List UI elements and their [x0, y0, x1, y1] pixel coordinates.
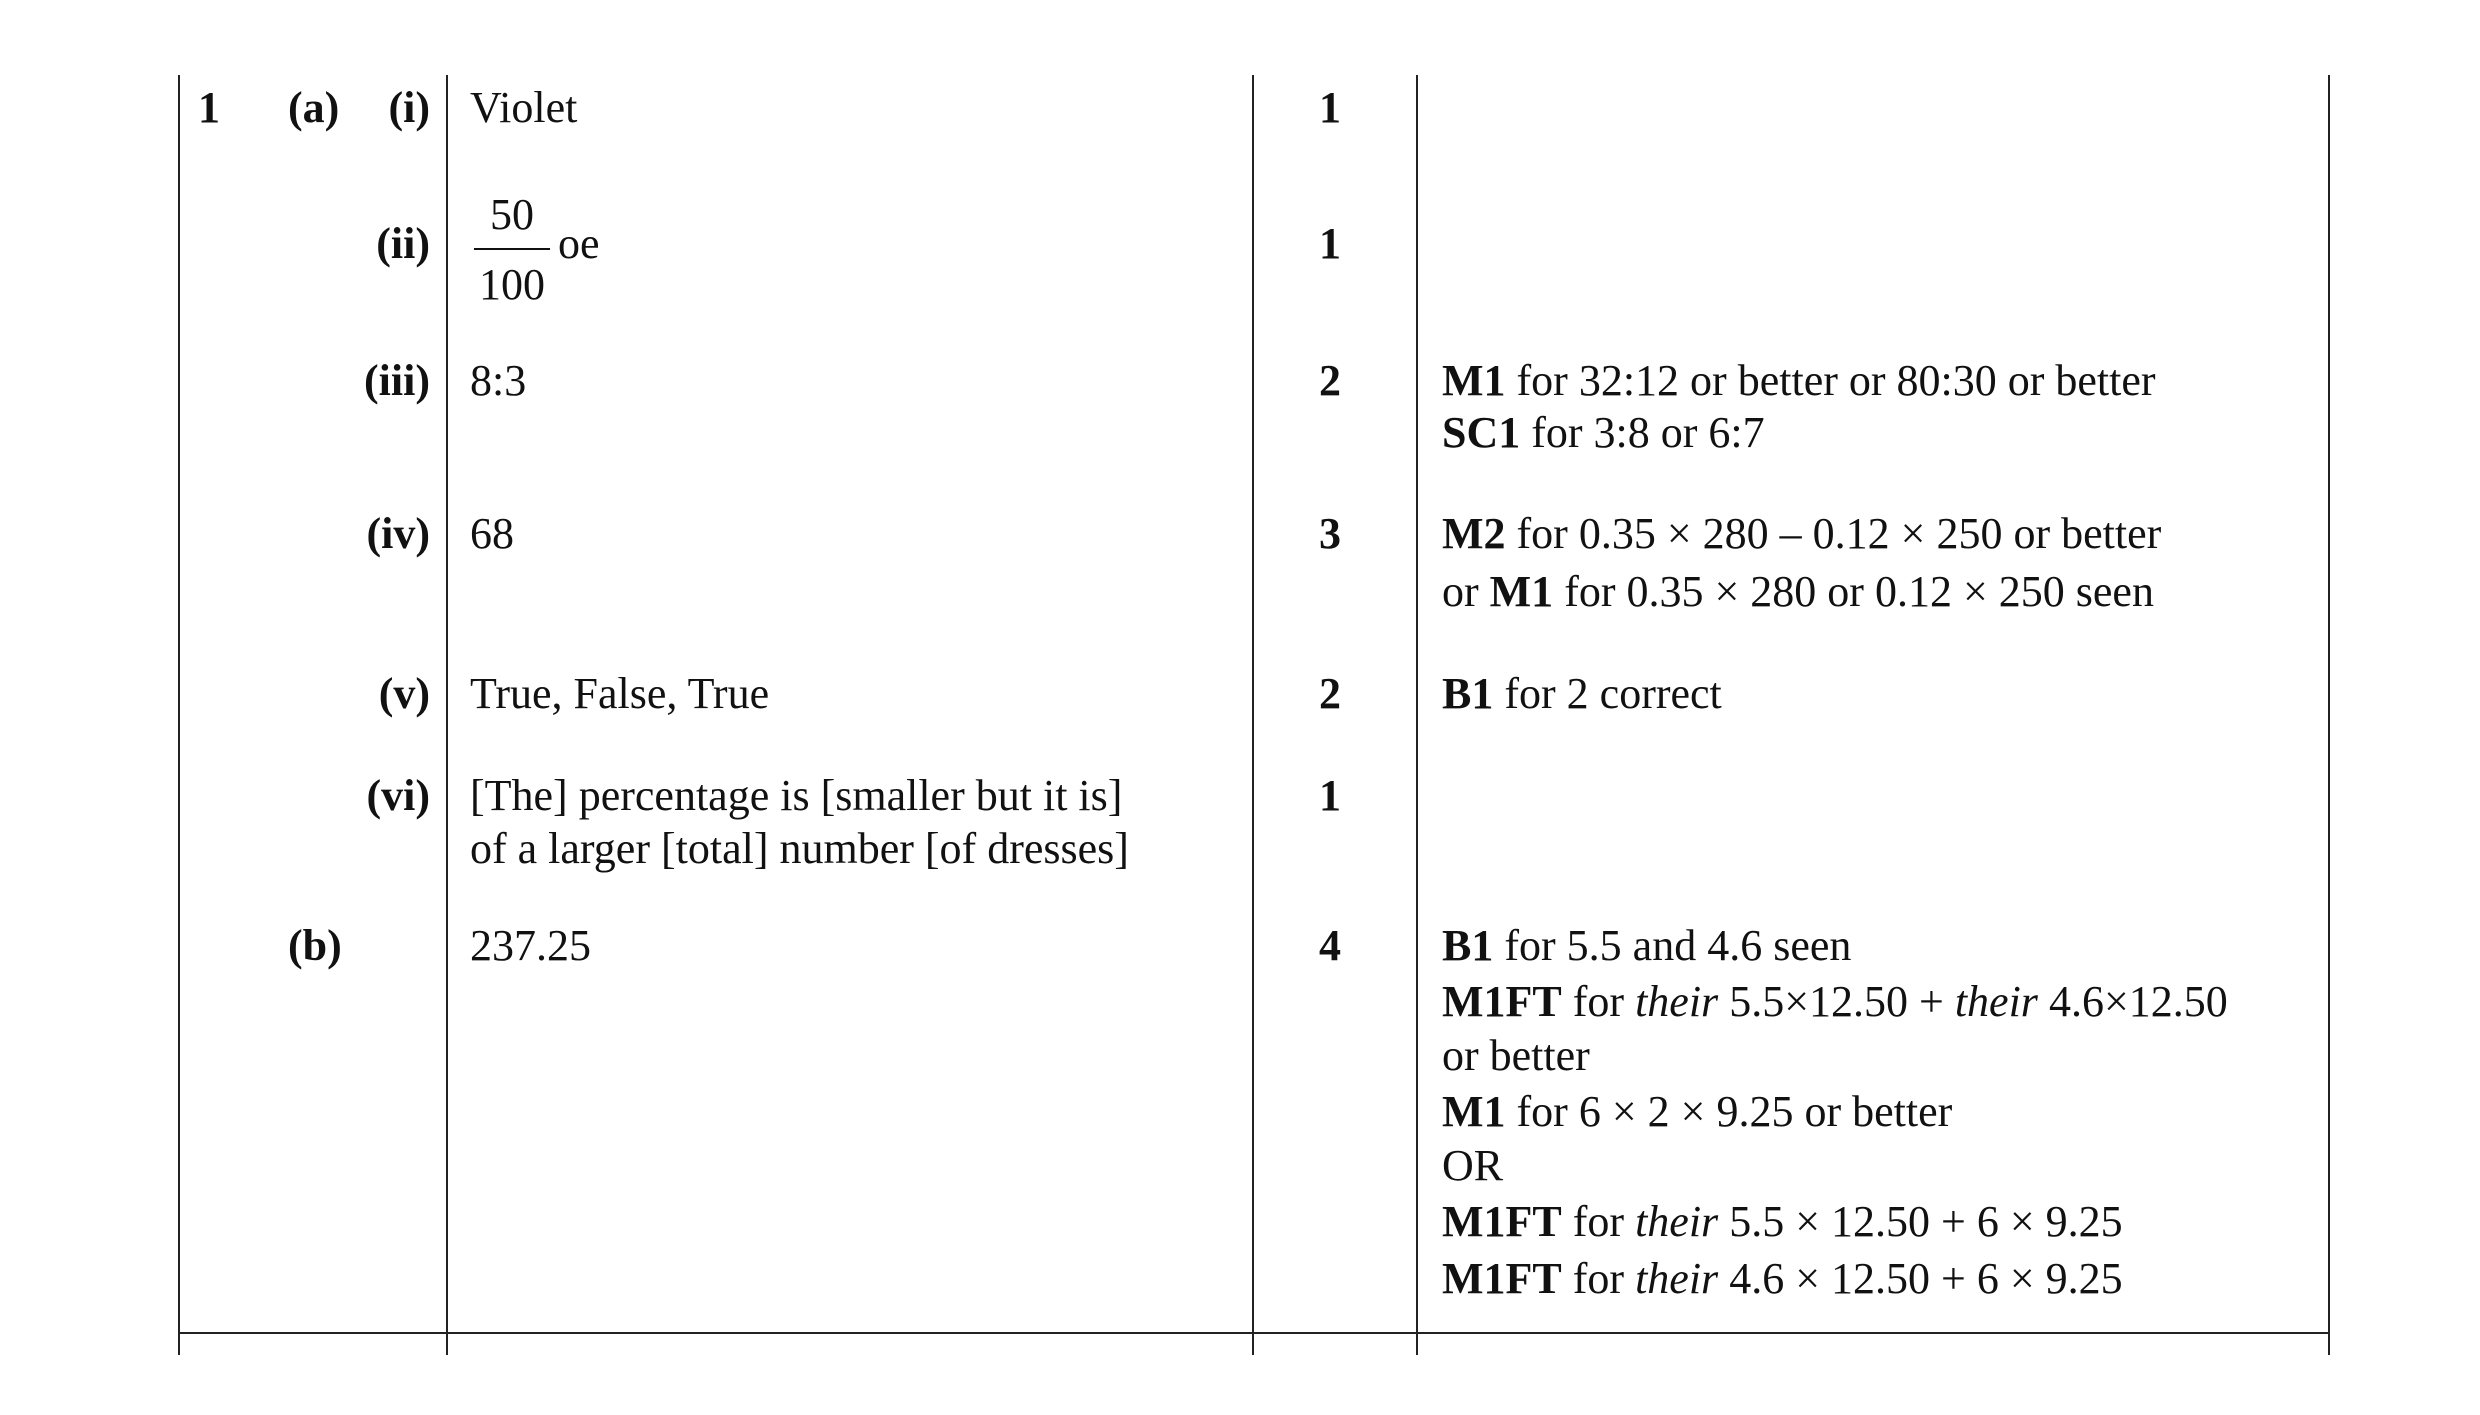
part-column-divider	[446, 75, 448, 1355]
mark-cell: 2	[1319, 356, 1341, 405]
guidance-line	[1442, 1084, 1952, 1140]
mark-cell: 2	[1319, 669, 1341, 718]
guidance-emphasis: their	[1635, 1254, 1719, 1303]
guidance-line	[1442, 918, 1851, 974]
part-a-label: (a)	[288, 83, 340, 132]
answer-cell: 8:3	[470, 356, 527, 405]
answer-column-divider	[1252, 75, 1254, 1355]
guidance-emphasis: their	[1635, 1197, 1719, 1246]
mark-cell: 1	[1319, 771, 1341, 820]
mark-code: M1	[1442, 356, 1506, 405]
guidance-text: for 6 × 2 × 9.25 or better	[1505, 1087, 1953, 1136]
mark-code: B1	[1442, 921, 1494, 970]
guidance-line	[1442, 506, 2161, 562]
guidance-text: for	[1561, 977, 1636, 1026]
subpart-label: (iii)	[364, 356, 430, 405]
answer-cell: Violet	[470, 83, 578, 132]
table-left-border	[178, 75, 180, 1355]
mark-code: B1	[1442, 669, 1494, 718]
mark-code: M2	[1442, 509, 1506, 558]
guidance-line	[1442, 1194, 2123, 1250]
guidance-emphasis: their	[1635, 977, 1719, 1026]
answer-cell: 68	[470, 509, 514, 558]
guidance-text: for	[1561, 1197, 1636, 1246]
mark-code: M1	[1442, 1087, 1506, 1136]
mark-code: M1	[1489, 567, 1554, 616]
fraction-numerator: 50	[490, 190, 534, 239]
fraction	[474, 187, 550, 313]
guidance-line	[1442, 405, 1765, 461]
answer-cell: 237.25	[470, 921, 591, 970]
answer-cell: True, False, True	[470, 669, 770, 718]
guidance-text: 5.5 × 12.50 + 6 × 9.25	[1718, 1197, 2123, 1246]
mark-code: M1FT	[1442, 977, 1562, 1026]
fraction-denominator: 100	[479, 260, 545, 309]
guidance-text: or better	[1442, 1031, 1590, 1080]
guidance-emphasis: their	[1954, 977, 2038, 1026]
guidance-prefix: or	[1442, 567, 1490, 616]
guidance-line	[1442, 564, 2154, 620]
mark-code: M1FT	[1442, 1254, 1562, 1303]
subpart-label: (v)	[378, 669, 430, 718]
subpart-label: (iv)	[366, 509, 430, 558]
table-bottom-rule	[178, 1332, 2330, 1334]
guidance-line	[1442, 1251, 2123, 1307]
subpart-label: (vi)	[366, 771, 430, 820]
guidance-text: 5.5×12.50 +	[1718, 977, 1955, 1026]
answer-suffix: oe	[558, 219, 600, 268]
guidance-line	[1442, 1138, 1503, 1194]
mark-cell: 1	[1319, 219, 1341, 268]
answer-cell: of a larger [total] number [of dresses]	[470, 824, 1129, 873]
guidance-text: OR	[1442, 1141, 1504, 1190]
guidance-text: for 0.35 × 280 – 0.12 × 250 or better	[1505, 509, 2162, 558]
guidance-line	[1442, 666, 1722, 722]
part-b-label: (b)	[288, 921, 342, 970]
guidance-text: 4.6 × 12.50 + 6 × 9.25	[1718, 1254, 2123, 1303]
guidance-text: for 0.35 × 280 or 0.12 × 250 seen	[1553, 567, 2154, 616]
guidance-line	[1442, 353, 2156, 409]
question-number: 1	[198, 83, 220, 132]
mark-cell: 3	[1319, 509, 1341, 558]
guidance-text: for 5.5 and 4.6 seen	[1493, 921, 1852, 970]
guidance-text: for 2 correct	[1493, 669, 1722, 718]
mark-cell: 1	[1319, 83, 1341, 132]
guidance-line	[1442, 974, 2228, 1030]
guidance-text: 4.6×12.50	[2037, 977, 2228, 1026]
subpart-label: (i)	[388, 83, 430, 132]
subpart-label: (ii)	[376, 219, 430, 268]
table-right-border	[2328, 75, 2330, 1355]
guidance-line	[1442, 1028, 1590, 1084]
answer-cell: [The] percentage is [smaller but it is]	[470, 771, 1123, 820]
marks-column-divider	[1416, 75, 1418, 1355]
mark-code: SC1	[1442, 408, 1521, 457]
fraction-bar	[474, 248, 550, 250]
mark-cell: 4	[1319, 921, 1341, 970]
guidance-text: for	[1561, 1254, 1636, 1303]
mark-code: M1FT	[1442, 1197, 1562, 1246]
guidance-text: for 32:12 or better or 80:30 or better	[1505, 356, 2156, 405]
guidance-text: for 3:8 or 6:7	[1520, 408, 1765, 457]
